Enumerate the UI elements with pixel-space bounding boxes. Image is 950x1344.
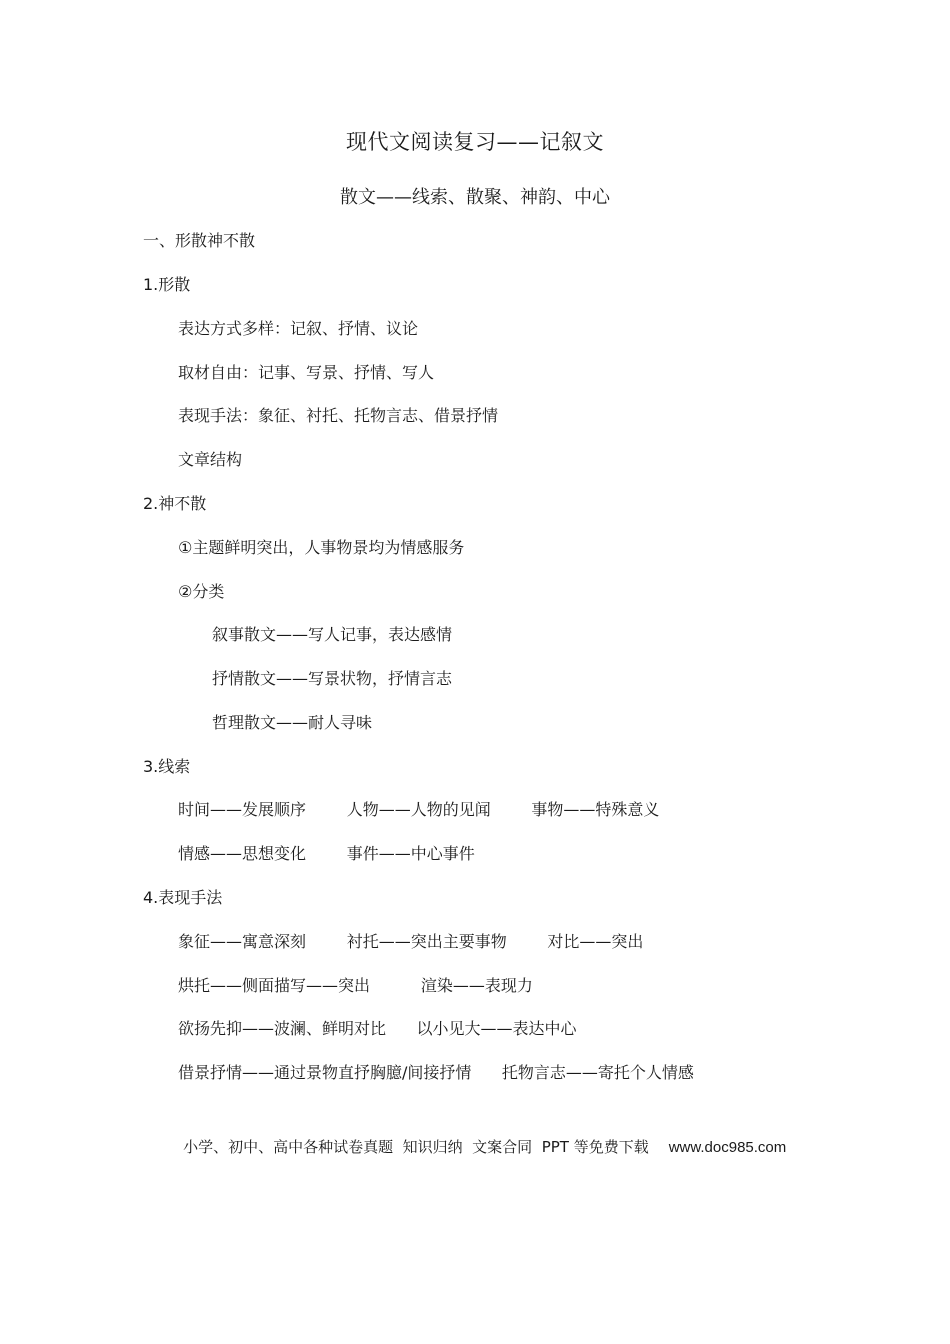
list-item: 表现手法：象征、衬托、托物言志、借景抒情 — [178, 406, 499, 425]
list-item: ②分类 — [178, 582, 225, 601]
subsection-heading: 4.表现手法 — [143, 888, 223, 907]
subsection-heading: 2.神不散 — [143, 494, 207, 513]
list-item: 借景抒情——通过景物直抒胸臆/间接抒情 托物言志——寄托个人情感 — [178, 1063, 694, 1082]
page-title: 现代文阅读复习——记叙文 — [346, 130, 604, 154]
subsection-heading: 3.线索 — [143, 757, 191, 776]
list-item: ①主题鲜明突出，人事物景均为情感服务 — [178, 538, 465, 557]
list-item: 欲扬先抑——波澜、鲜明对比 以小见大——表达中心 — [178, 1019, 577, 1038]
list-item: 时间——发展顺序 人物——人物的见闻 事物——特殊意义 — [178, 800, 660, 819]
sub-list-item: 哲理散文——耐人寻味 — [212, 713, 373, 732]
footer-link[interactable]: www.doc985.com — [668, 1139, 787, 1156]
list-item: 取材自由：记事、写景、抒情、写人 — [178, 363, 435, 382]
list-item: 象征——寓意深刻 衬托——突出主要事物 对比——突出 — [178, 932, 644, 951]
footer-text: 小学、初中、高中各种试卷真题 知识归纳 文案合同 PPT 等免费下载 — [183, 1138, 649, 1156]
list-item: 情感——思想变化 事件——中心事件 — [178, 844, 475, 863]
sub-list-item: 叙事散文——写人记事，表达感情 — [212, 625, 453, 644]
list-item: 烘托——侧面描写——突出 渲染——表现力 — [178, 976, 533, 995]
subsection-heading: 1.形散 — [143, 275, 191, 294]
section-heading: 一、形散神不散 — [143, 231, 256, 250]
page-subtitle: 散文——线索、散聚、神韵、中心 — [340, 187, 610, 208]
sub-list-item: 抒情散文——写景状物，抒情言志 — [212, 669, 453, 688]
page-footer — [164, 1114, 786, 1181]
list-item: 文章结构 — [178, 450, 243, 469]
list-item: 表达方式多样：记叙、抒情、议论 — [178, 319, 419, 338]
